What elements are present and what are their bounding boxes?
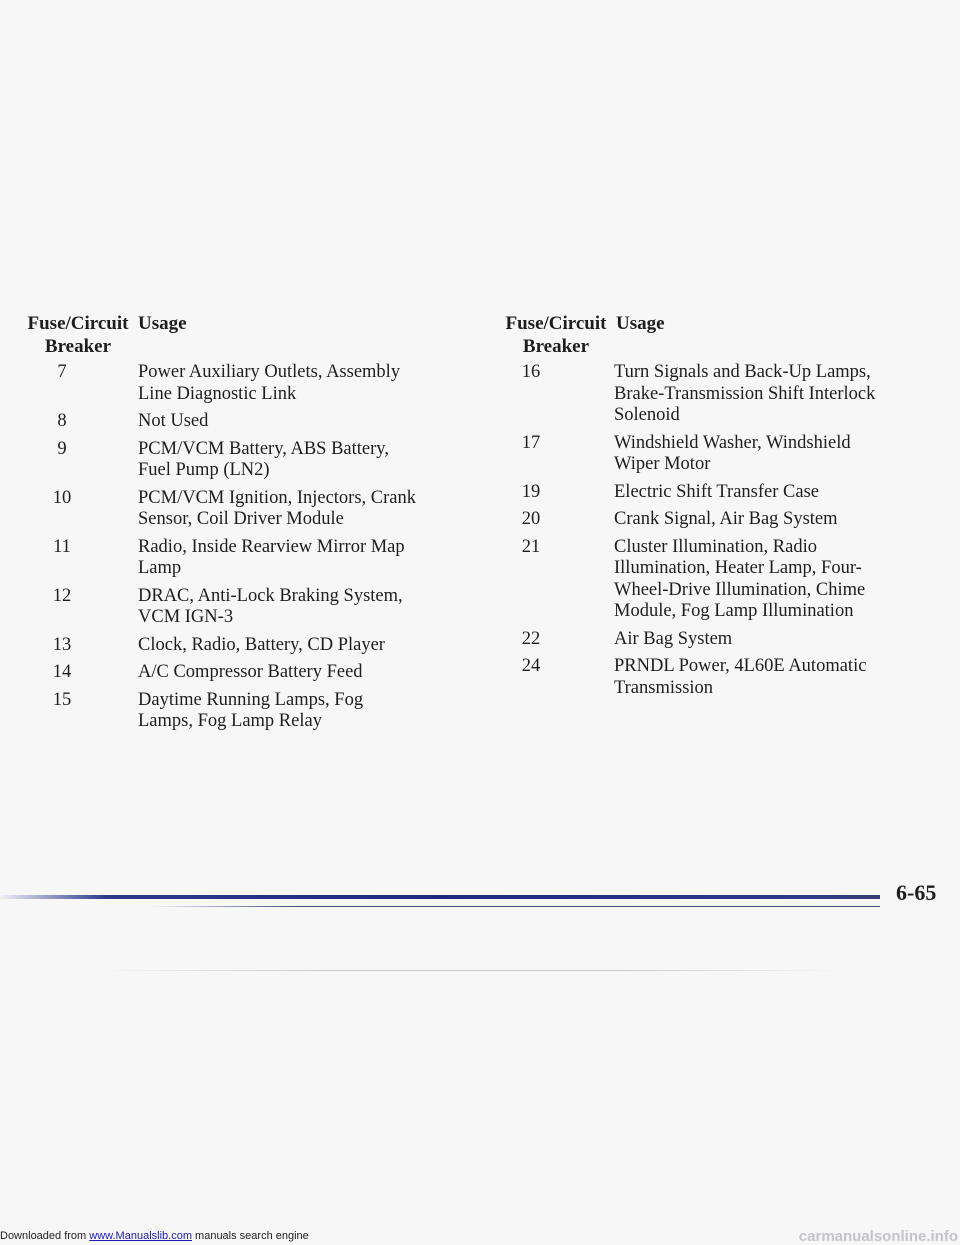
fuse-number: 12: [52, 585, 72, 606]
fuse-usage: PRNDL Power, 4L60E Automatic Transmission: [614, 656, 867, 698]
fuse-number: 8: [57, 411, 67, 431]
right-table-header: [500, 312, 900, 362]
footer-rule-thin: [150, 906, 880, 907]
fuse-usage: Cluster Illumination, Radio Illumination, Heater Lamp, Four-Wheel-Drive Illumination, Chime Module, Fog Lamp Illumination: [614, 536, 866, 621]
fuse-number: 24: [521, 656, 541, 676]
fuse-number: 20: [521, 509, 541, 529]
fuse-number: 9: [57, 438, 67, 459]
fuse-number: 13: [52, 634, 72, 655]
table-row: [500, 629, 900, 651]
fuse-number: 11: [53, 536, 71, 557]
fuse-number: 19: [521, 481, 541, 502]
fuse-usage: Clock, Radio, Battery, CD Player: [138, 634, 385, 655]
table-row: [500, 509, 900, 531]
fuse-usage: Windshield Washer, Windshield Wiper Motor: [614, 432, 851, 474]
fuse-usage: PCM/VCM Ignition, Injectors, Crank Sensor, Coil Driver Module: [138, 487, 417, 529]
table-row: [500, 362, 900, 427]
fuse-number: 14: [52, 662, 72, 682]
table-row: [22, 690, 422, 733]
fuse-usage: PCM/VCM Battery, ABS Battery, Fuel Pump (LN2): [138, 438, 389, 480]
fuse-usage: Power Auxiliary Outlets, Assembly Line Diagnostic Link: [138, 362, 401, 404]
usage-column-header: Usage: [138, 313, 187, 334]
fuse-usage: Daytime Running Lamps, Fog Lamps, Fog Lamp Relay: [138, 689, 364, 731]
footer-suffix: manuals search engine: [191, 1230, 309, 1242]
table-row: [22, 662, 422, 684]
table-row: [500, 537, 900, 623]
fuse-number: 22: [521, 628, 541, 649]
fuse-usage: Electric Shift Transfer Case: [614, 481, 819, 502]
table-row: [22, 439, 422, 482]
table-row: [500, 482, 900, 504]
fuse-usage: Not Used: [138, 411, 209, 431]
fuse-usage: Turn Signals and Back-Up Lamps, Brake-Transmission Shift Interlock Solenoid: [614, 362, 876, 425]
fuse-number: 15: [52, 689, 72, 710]
table-row: [22, 586, 422, 629]
fuse-number: 10: [52, 487, 72, 508]
fuse-number: 7: [57, 362, 67, 382]
fuse-usage: Crank Signal, Air Bag System: [614, 509, 838, 529]
left-fuse-table: [22, 312, 422, 739]
fuse-column-header: Fuse/Circuit Breaker: [505, 313, 607, 357]
fuse-usage: DRAC, Anti-Lock Braking System, VCM IGN-3: [138, 585, 403, 627]
table-row: [500, 433, 900, 476]
table-row: [22, 635, 422, 657]
table-row: [22, 362, 422, 405]
page-number: 6-65: [896, 880, 937, 905]
fuse-number: 16: [521, 362, 541, 382]
footer-rule-thick: [0, 895, 880, 899]
table-row: [22, 488, 422, 531]
table-row: [22, 537, 422, 580]
fuse-column-header: Fuse/Circuit Breaker: [27, 313, 129, 357]
footer-prefix: Downloaded from: [0, 1230, 90, 1242]
table-row: [500, 656, 900, 699]
scan-rule-faint: [100, 970, 840, 971]
right-fuse-table: [500, 312, 900, 705]
fuse-number: 21: [521, 536, 541, 557]
table-row: [22, 411, 422, 433]
fuse-usage: Radio, Inside Rearview Mirror Map Lamp: [138, 536, 405, 578]
download-footer: [0, 1231, 309, 1242]
fuse-usage: Air Bag System: [614, 628, 733, 649]
left-table-header: [22, 312, 422, 362]
fuse-usage: A/C Compressor Battery Feed: [138, 662, 363, 682]
watermark: carmanualsonline.info: [798, 1228, 958, 1245]
usage-column-header: Usage: [616, 313, 665, 334]
manualslib-link[interactable]: www.Manualslib.com: [89, 1230, 192, 1242]
fuse-number: 17: [521, 432, 541, 453]
